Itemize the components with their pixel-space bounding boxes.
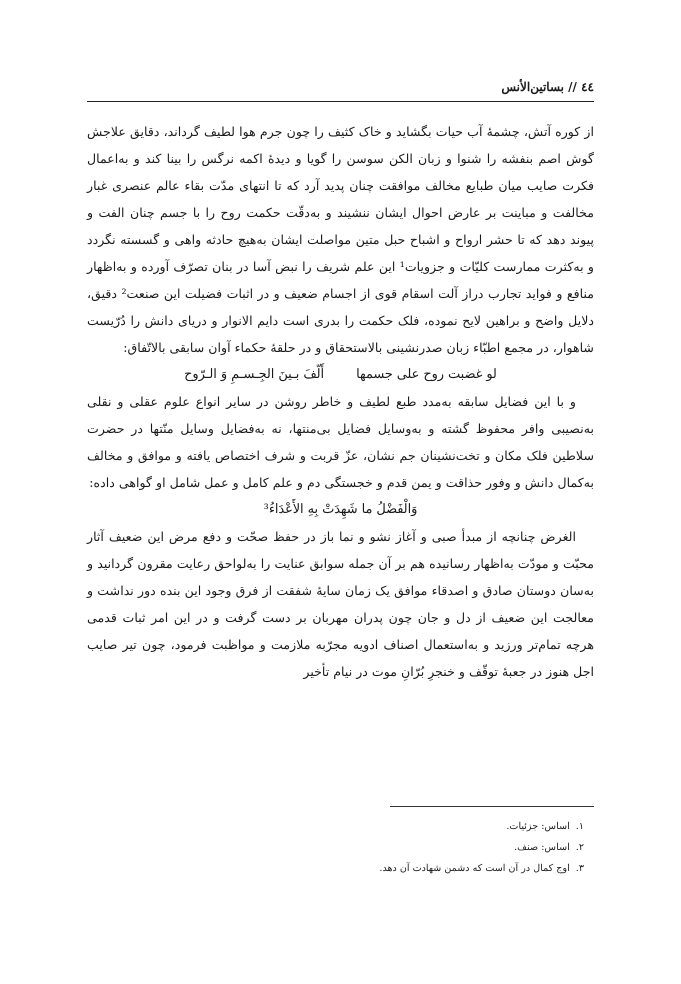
paragraph-1: از کوره آتش، چشمهٔ آب حیات بگشاید و خاک کثیف را چون جرم هوا لطیف گرداند، دقایق علاجش گوش اصم بنفشه را شنوا و زبان الکن سوسن را گویا و دیدهٔ اکمه نرگس را بینا کند و به‌اعمال فکرت صایب میان طبایع مخالف موافقت چنان پدید آرد که تا انتهای مدّت بقاء عالم عنصری غبار مخالفت و مباینت بر عارض احوال ایشان ننشیند و به‌دقّت حکمت روح را با جسم چنان الفت و پیوند دهد که تا حشر ارواح و اشباح حبل متین مواصلت ایشان به‌هیچ حادثه واهی و گسسته نگردد و به‌کثرت ممارست کلیّات و جزویات¹ این علم شریف را نبض آسا در بنان تصرّف آورده و به‌اظهار منافع و فواید تجارب دراز آلت اسقام قوی از اجسام ضعیف و در اثبات فضیلت این صنعت² دقیق، دلایل واضح و براهین لایح نموده، فلک حکمت را بدری است دایم الانوار و دریای دانش را دُرّیست شاهوار، در مجمع اطبّاء زبان صدرنشینی بالاستحقاق و در حلقهٔ حکماء آوان سابقی بالاتّفاق: — [87, 124, 595, 355]
paragraph-3: الغرض چنانچه از مبدأ صبی و آغاز نشو و نما باز در حفظ صحّت و دفع مرض این ضعیف آثار محبّت و مودّت به‌اظهار رسانیده هم بر آن جمله سوابق عنایت را به‌لواحق رعایت مقرون گردانید و به‌سان دوستان صادق و اصدقاء موافق یک زمان سایهٔ شفقت از فرق وجود این بنده دور نداشت و معالجت این ضعیف از دل و جان چون پدران مهربان بر دست گرفت و در این امر ثبات قدمی هرچه تمام‌تر ورزید و به‌استعمال اصناف ادویه مجرّبه ملازمت و مواظبت فرمود، چون تیر صایب اجل هنوز در جعبهٔ توقّف و خنجرِ بُرّانِ موت در نیام تأخیر — [87, 529, 594, 679]
book-page — [87, 0, 594, 984]
verse-1 — [87, 361, 594, 388]
paragraph-2: و با این فضایل سابقه به‌مدد طبع لطیف و خاطر روشن در سایر انواع علوم عقلی و نقلی به‌نصیبی وافر محفوظ گشته و به‌وسایل فضایل بی‌منتها، نه به‌فضایل وسایل منّتها در حضرت سلاطین فلک مکان و تخت‌نشینان جم نشان، عزّ قربت و شرف اختصاص یافته و موافق و مخالف به‌کمال دانش و وفور حذاقت و یمن قدم و خجستگی دم و علم کامل و عمل شامل او گواهی داده: — [87, 394, 594, 490]
footnote-text: اوج کمال در آن است که دشمن شهادت آن دهد. — [379, 863, 570, 874]
verse-2: وَالْفَضْلُ ما شَهِدَتْ بِهِ الأَعْدَاءُ³ — [263, 502, 418, 517]
footnote-rule — [390, 806, 594, 807]
footnote-1 — [87, 816, 594, 837]
main-text — [87, 118, 594, 685]
header-rule — [87, 101, 594, 102]
footnote-number: ٣. — [575, 863, 584, 874]
footnote-number: ٢. — [575, 842, 584, 853]
verse-1-hemistich-a: لو غضبت روح علی جسمها — [356, 367, 497, 382]
footnote-number: ١. — [575, 821, 584, 832]
footnote-text: اساس: جزئیات. — [506, 821, 570, 832]
footnote-3 — [87, 858, 594, 879]
footnotes — [87, 816, 594, 879]
footnote-text: اساس: صنف. — [514, 842, 570, 853]
verse-1-hemistich-b: أَلّفَ بـینَ الجِـسـمِ وَ الـرّوح — [184, 367, 325, 382]
running-head: ٤٤ // بساتين‌الأنس — [501, 80, 594, 94]
footnote-2 — [87, 837, 594, 858]
